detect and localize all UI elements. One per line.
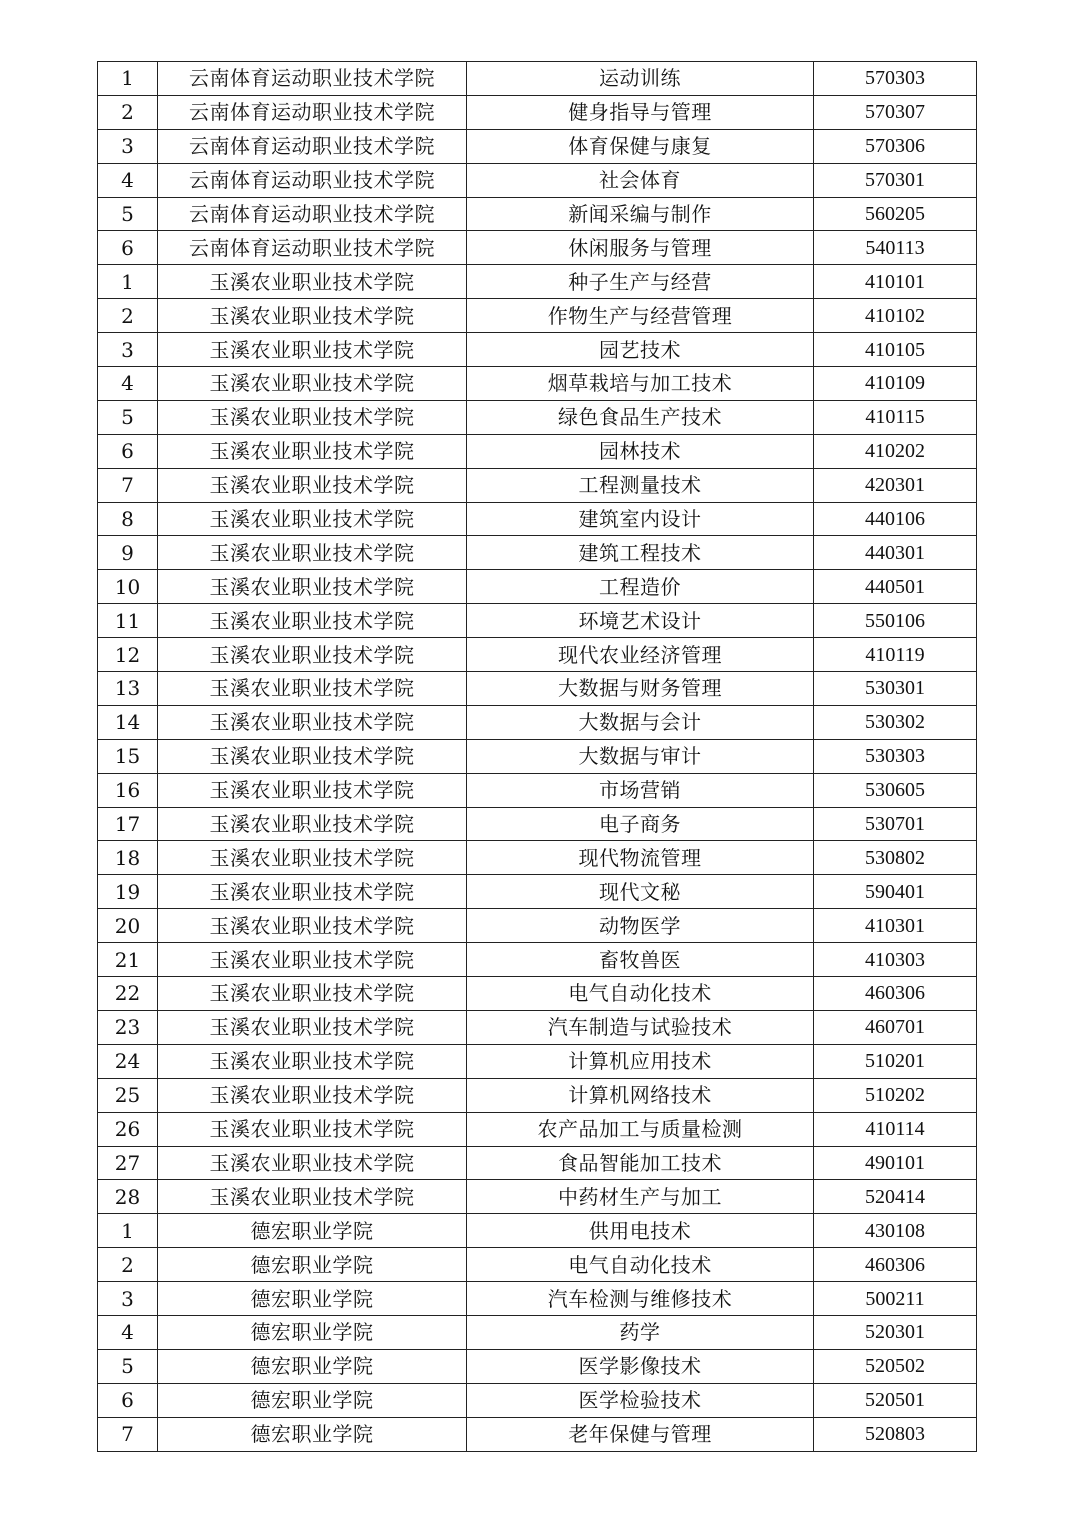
school-name-cell: 玉溪农业职业技术学院 [158, 1010, 467, 1044]
school-name-cell: 玉溪农业职业技术学院 [158, 977, 467, 1011]
row-number-cell: 14 [98, 705, 158, 739]
row-number-cell: 12 [98, 638, 158, 672]
table-row [98, 1078, 977, 1112]
row-number-cell: 27 [98, 1146, 158, 1180]
row-number-cell: 3 [98, 1282, 158, 1316]
major-code-cell: 460306 [814, 977, 977, 1011]
school-name-cell: 玉溪农业职业技术学院 [158, 333, 467, 367]
major-name-cell: 现代农业经济管理 [467, 638, 814, 672]
major-name-cell: 电气自动化技术 [467, 977, 814, 1011]
major-code-cell: 410303 [814, 943, 977, 977]
major-code-cell: 530302 [814, 705, 977, 739]
major-name-cell: 电气自动化技术 [467, 1248, 814, 1282]
table-row [98, 1383, 977, 1417]
major-name-cell: 电子商务 [467, 807, 814, 841]
school-name-cell: 玉溪农业职业技术学院 [158, 265, 467, 299]
table-row [98, 265, 977, 299]
major-name-cell: 大数据与审计 [467, 739, 814, 773]
major-code-cell: 410101 [814, 265, 977, 299]
table-row [98, 299, 977, 333]
school-name-cell: 玉溪农业职业技术学院 [158, 909, 467, 943]
row-number-cell: 16 [98, 773, 158, 807]
school-name-cell: 玉溪农业职业技术学院 [158, 773, 467, 807]
table-row [98, 367, 977, 401]
table-row [98, 536, 977, 570]
school-name-cell: 玉溪农业职业技术学院 [158, 367, 467, 401]
major-name-cell: 供用电技术 [467, 1214, 814, 1248]
row-number-cell: 2 [98, 299, 158, 333]
row-number-cell: 15 [98, 739, 158, 773]
table-row [98, 977, 977, 1011]
major-name-cell: 体育保健与康复 [467, 129, 814, 163]
row-number-cell: 2 [98, 1248, 158, 1282]
major-code-cell: 410109 [814, 367, 977, 401]
table-row [98, 841, 977, 875]
major-name-cell: 大数据与会计 [467, 705, 814, 739]
row-number-cell: 26 [98, 1112, 158, 1146]
major-name-cell: 健身指导与管理 [467, 95, 814, 129]
school-name-cell: 玉溪农业职业技术学院 [158, 604, 467, 638]
major-code-cell: 570306 [814, 129, 977, 163]
table-row [98, 468, 977, 502]
row-number-cell: 5 [98, 197, 158, 231]
row-number-cell: 1 [98, 265, 158, 299]
row-number-cell: 3 [98, 333, 158, 367]
row-number-cell: 23 [98, 1010, 158, 1044]
table-row [98, 1180, 977, 1214]
major-name-cell: 休闲服务与管理 [467, 231, 814, 265]
major-code-cell: 570303 [814, 62, 977, 96]
major-code-cell: 530301 [814, 672, 977, 706]
major-code-cell: 430108 [814, 1214, 977, 1248]
table-row [98, 95, 977, 129]
major-name-cell: 计算机应用技术 [467, 1044, 814, 1078]
table-row [98, 197, 977, 231]
school-name-cell: 玉溪农业职业技术学院 [158, 570, 467, 604]
row-number-cell: 6 [98, 434, 158, 468]
major-code-cell: 530303 [814, 739, 977, 773]
major-name-cell: 烟草栽培与加工技术 [467, 367, 814, 401]
table-row [98, 62, 977, 96]
row-number-cell: 5 [98, 400, 158, 434]
major-name-cell: 作物生产与经营管理 [467, 299, 814, 333]
major-name-cell: 医学检验技术 [467, 1383, 814, 1417]
major-code-cell: 520301 [814, 1315, 977, 1349]
major-code-cell: 500211 [814, 1282, 977, 1316]
major-code-cell: 460701 [814, 1010, 977, 1044]
major-code-cell: 530802 [814, 841, 977, 875]
school-name-cell: 德宏职业学院 [158, 1383, 467, 1417]
major-code-cell: 410114 [814, 1112, 977, 1146]
major-name-cell: 农产品加工与质量检测 [467, 1112, 814, 1146]
major-name-cell: 园艺技术 [467, 333, 814, 367]
school-name-cell: 玉溪农业职业技术学院 [158, 672, 467, 706]
major-code-cell: 410202 [814, 434, 977, 468]
table-row [98, 638, 977, 672]
school-name-cell: 云南体育运动职业技术学院 [158, 197, 467, 231]
row-number-cell: 11 [98, 604, 158, 638]
school-name-cell: 云南体育运动职业技术学院 [158, 163, 467, 197]
major-name-cell: 新闻采编与制作 [467, 197, 814, 231]
school-name-cell: 玉溪农业职业技术学院 [158, 434, 467, 468]
major-name-cell: 种子生产与经营 [467, 265, 814, 299]
table-row [98, 807, 977, 841]
school-name-cell: 玉溪农业职业技术学院 [158, 1078, 467, 1112]
major-code-cell: 440301 [814, 536, 977, 570]
school-name-cell: 云南体育运动职业技术学院 [158, 231, 467, 265]
major-name-cell: 工程造价 [467, 570, 814, 604]
major-name-cell: 老年保健与管理 [467, 1417, 814, 1451]
major-name-cell: 建筑工程技术 [467, 536, 814, 570]
school-name-cell: 玉溪农业职业技术学院 [158, 841, 467, 875]
school-name-cell: 德宏职业学院 [158, 1315, 467, 1349]
table-row [98, 943, 977, 977]
major-code-cell: 420301 [814, 468, 977, 502]
major-code-cell: 520414 [814, 1180, 977, 1214]
major-name-cell: 现代文秘 [467, 875, 814, 909]
table-row [98, 705, 977, 739]
school-name-cell: 玉溪农业职业技术学院 [158, 468, 467, 502]
major-code-cell: 440106 [814, 502, 977, 536]
school-name-cell: 玉溪农业职业技术学院 [158, 943, 467, 977]
school-name-cell: 玉溪农业职业技术学院 [158, 502, 467, 536]
major-name-cell: 工程测量技术 [467, 468, 814, 502]
major-name-cell: 建筑室内设计 [467, 502, 814, 536]
table-row [98, 1349, 977, 1383]
row-number-cell: 24 [98, 1044, 158, 1078]
row-number-cell: 7 [98, 468, 158, 502]
major-name-cell: 中药材生产与加工 [467, 1180, 814, 1214]
table-row [98, 773, 977, 807]
major-code-cell: 440501 [814, 570, 977, 604]
school-name-cell: 玉溪农业职业技术学院 [158, 807, 467, 841]
major-code-cell: 410105 [814, 333, 977, 367]
school-name-cell: 云南体育运动职业技术学院 [158, 129, 467, 163]
school-name-cell: 玉溪农业职业技术学院 [158, 299, 467, 333]
table-row [98, 604, 977, 638]
row-number-cell: 4 [98, 1315, 158, 1349]
table-row [98, 333, 977, 367]
table-row [98, 739, 977, 773]
row-number-cell: 18 [98, 841, 158, 875]
school-name-cell: 玉溪农业职业技术学院 [158, 536, 467, 570]
table-row [98, 163, 977, 197]
major-code-cell: 520803 [814, 1417, 977, 1451]
major-code-cell: 410115 [814, 400, 977, 434]
row-number-cell: 8 [98, 502, 158, 536]
table-row [98, 400, 977, 434]
school-name-cell: 玉溪农业职业技术学院 [158, 400, 467, 434]
major-code-cell: 510201 [814, 1044, 977, 1078]
major-code-cell: 520501 [814, 1383, 977, 1417]
major-code-cell: 410301 [814, 909, 977, 943]
school-name-cell: 玉溪农业职业技术学院 [158, 1112, 467, 1146]
major-name-cell: 动物医学 [467, 909, 814, 943]
school-name-cell: 云南体育运动职业技术学院 [158, 62, 467, 96]
row-number-cell: 17 [98, 807, 158, 841]
major-code-cell: 590401 [814, 875, 977, 909]
major-code-cell: 560205 [814, 197, 977, 231]
table-row [98, 1112, 977, 1146]
table-row [98, 502, 977, 536]
major-name-cell: 绿色食品生产技术 [467, 400, 814, 434]
row-number-cell: 25 [98, 1078, 158, 1112]
major-code-cell: 530605 [814, 773, 977, 807]
row-number-cell: 6 [98, 231, 158, 265]
major-code-cell: 520502 [814, 1349, 977, 1383]
row-number-cell: 4 [98, 163, 158, 197]
row-number-cell: 5 [98, 1349, 158, 1383]
school-name-cell: 玉溪农业职业技术学院 [158, 739, 467, 773]
table-row [98, 129, 977, 163]
major-name-cell: 医学影像技术 [467, 1349, 814, 1383]
major-code-cell: 540113 [814, 231, 977, 265]
major-name-cell: 园林技术 [467, 434, 814, 468]
school-name-cell: 玉溪农业职业技术学院 [158, 638, 467, 672]
major-name-cell: 畜牧兽医 [467, 943, 814, 977]
major-name-cell: 社会体育 [467, 163, 814, 197]
major-code-cell: 550106 [814, 604, 977, 638]
table-row [98, 1417, 977, 1451]
major-name-cell: 汽车检测与维修技术 [467, 1282, 814, 1316]
row-number-cell: 22 [98, 977, 158, 1011]
major-name-cell: 大数据与财务管理 [467, 672, 814, 706]
row-number-cell: 3 [98, 129, 158, 163]
row-number-cell: 4 [98, 367, 158, 401]
table-row [98, 1044, 977, 1078]
school-name-cell: 玉溪农业职业技术学院 [158, 705, 467, 739]
table-row [98, 1146, 977, 1180]
table-row [98, 672, 977, 706]
majors-table-body [98, 62, 977, 1452]
major-name-cell: 运动训练 [467, 62, 814, 96]
table-row [98, 231, 977, 265]
major-code-cell: 410119 [814, 638, 977, 672]
row-number-cell: 10 [98, 570, 158, 604]
school-name-cell: 玉溪农业职业技术学院 [158, 875, 467, 909]
major-name-cell: 现代物流管理 [467, 841, 814, 875]
major-name-cell: 市场营销 [467, 773, 814, 807]
row-number-cell: 20 [98, 909, 158, 943]
table-row [98, 570, 977, 604]
row-number-cell: 1 [98, 62, 158, 96]
row-number-cell: 6 [98, 1383, 158, 1417]
row-number-cell: 21 [98, 943, 158, 977]
school-name-cell: 德宏职业学院 [158, 1282, 467, 1316]
major-code-cell: 460306 [814, 1248, 977, 1282]
row-number-cell: 1 [98, 1214, 158, 1248]
major-name-cell: 计算机网络技术 [467, 1078, 814, 1112]
row-number-cell: 19 [98, 875, 158, 909]
major-code-cell: 410102 [814, 299, 977, 333]
table-row [98, 1214, 977, 1248]
row-number-cell: 7 [98, 1417, 158, 1451]
school-name-cell: 玉溪农业职业技术学院 [158, 1044, 467, 1078]
school-name-cell: 云南体育运动职业技术学院 [158, 95, 467, 129]
school-name-cell: 玉溪农业职业技术学院 [158, 1146, 467, 1180]
table-row [98, 1282, 977, 1316]
major-code-cell: 570301 [814, 163, 977, 197]
table-row [98, 1315, 977, 1349]
table-row [98, 434, 977, 468]
row-number-cell: 9 [98, 536, 158, 570]
table-row [98, 909, 977, 943]
major-name-cell: 环境艺术设计 [467, 604, 814, 638]
major-code-cell: 530701 [814, 807, 977, 841]
row-number-cell: 2 [98, 95, 158, 129]
major-name-cell: 汽车制造与试验技术 [467, 1010, 814, 1044]
school-name-cell: 玉溪农业职业技术学院 [158, 1180, 467, 1214]
row-number-cell: 28 [98, 1180, 158, 1214]
row-number-cell: 13 [98, 672, 158, 706]
major-code-cell: 510202 [814, 1078, 977, 1112]
major-name-cell: 药学 [467, 1315, 814, 1349]
major-code-cell: 490101 [814, 1146, 977, 1180]
school-name-cell: 德宏职业学院 [158, 1417, 467, 1451]
school-name-cell: 德宏职业学院 [158, 1248, 467, 1282]
table-row [98, 1248, 977, 1282]
table-row [98, 875, 977, 909]
school-name-cell: 德宏职业学院 [158, 1349, 467, 1383]
school-name-cell: 德宏职业学院 [158, 1214, 467, 1248]
major-name-cell: 食品智能加工技术 [467, 1146, 814, 1180]
table-row [98, 1010, 977, 1044]
majors-table [97, 61, 977, 1452]
major-code-cell: 570307 [814, 95, 977, 129]
